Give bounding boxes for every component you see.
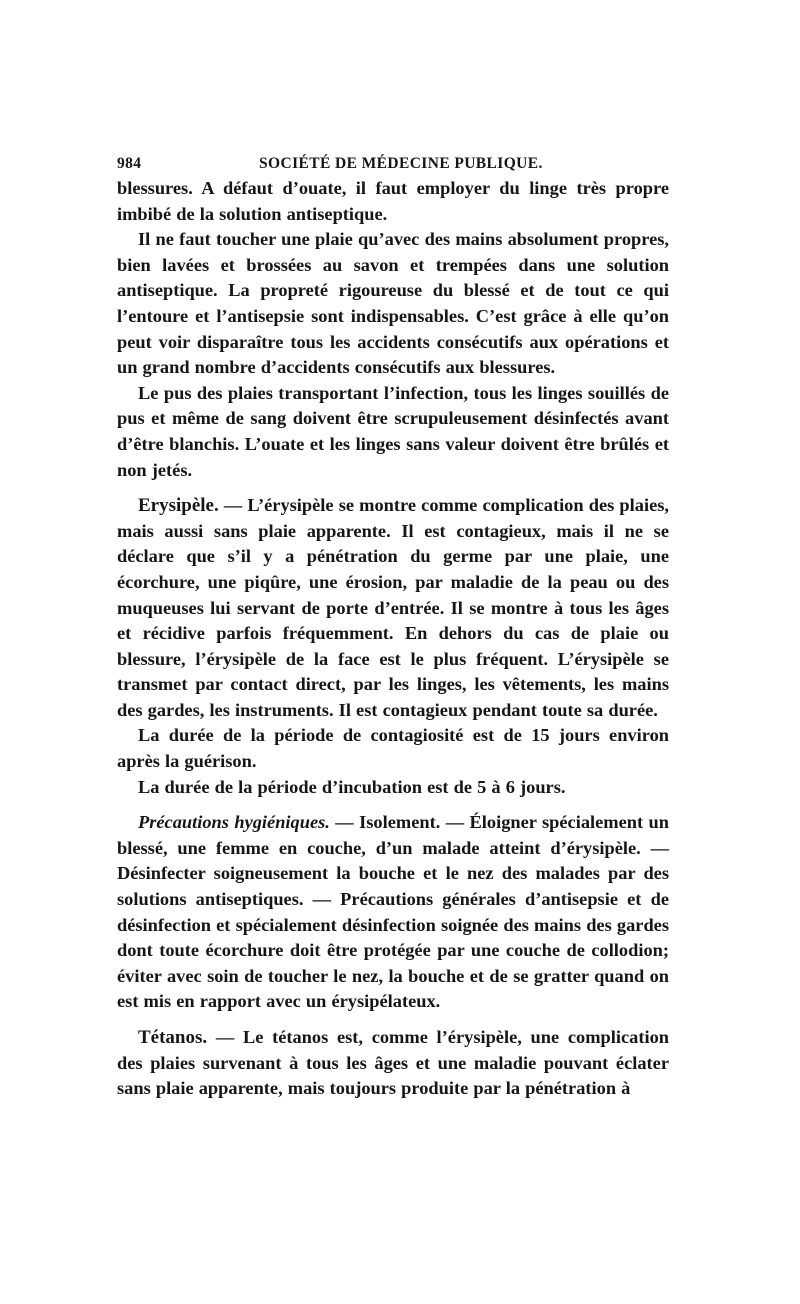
section-erysipele — [117, 493, 669, 723]
section-text-precautions: — Isolement. — Éloigner spécialement un blessé, une femme en couche, d’un malade atteint d’érysipèle. — Désinfecter soigneusement la bouche et le nez des malades par des solutions antiseptiques. — Précautions générales d’antisepsie et de désinfection et spécialement désinfection soignée des mains des gardes dont toute écorchure doit être protégée par une couche de collodion; éviter avec soin de toucher le nez, la bouche et de se gratter quand on est mis en rapport avec un érysipélateux. — [117, 812, 669, 1012]
section-tetanos — [117, 1025, 669, 1102]
paragraph-contagiosity: La durée de la période de contagiosité est de 15 jours environ après la guérison. — [117, 725, 669, 772]
section-heading-precautions: Précautions hygiéniques. — [138, 812, 330, 833]
section-heading-erysipele: Erysipèle. — [138, 495, 219, 517]
book-page — [117, 152, 669, 1102]
running-head — [117, 152, 669, 176]
section-precautions — [117, 810, 669, 1015]
paragraph-hands-cleanliness: Il ne faut toucher une plaie qu’avec des mains absolument propres, bien lavées et brossées au savon et trempées dans une solution antiseptique. La propreté rigoureuse du blessé et de tout ce qui l’entoure et l’antisepsie sont indispensables. C’est grâce à elle qu’on peut voir disparaître tous les accidents consécutifs aux opérations et un grand nombre d’accidents consécutifs aux blessures. — [117, 229, 669, 378]
paragraph-continuation: blessures. A défaut d’ouate, il faut employer du linge très propre imbibé de la solution antiseptique. — [117, 178, 669, 224]
running-title: SOCIÉTÉ DE MÉDECINE PUBLIQUE. — [259, 155, 543, 172]
section-text-erysipele: — L’érysipèle se montre comme complication des plaies, mais aussi sans plaie apparente. Il est contagieux, mais il ne se déclare que s’il y a pénétration du germe par une plaie, une écorchure, une piqûre, une érosion, par maladie de la peau ou des muqueuses lui servant de porte d’entrée. Il se montre à tous les âges et récidive parfois fréquemment. En dehors du cas de plaie ou blessure, l’érysipèle de la face est le plus fréquent. L’érysipèle se transmet par contact direct, par les linges, les vêtements, les mains des gardes, les instruments. Il est contagieux pendant toute sa durée. — [117, 495, 669, 720]
section-text-tetanos: — Le tétanos est, comme l’érysipèle, une complication des plaies survenant à tous les âges et une maladie pouvant éclater sans plaie apparente, mais toujours produite par la pénétration à — [117, 1027, 669, 1099]
paragraph-pus-linens: Le pus des plaies transportant l’infection, tous les linges souillés de pus et même de sang doivent être scrupuleusement désinfectés avant d’être blanchis. L’ouate et les linges sans valeur doivent être brûlés et non jetés. — [117, 382, 669, 480]
paragraph-incubation: La durée de la période d’incubation est de 5 à 6 jours. — [138, 776, 566, 797]
section-heading-tetanos: Tétanos. — [138, 1027, 208, 1048]
page-number: 984 — [117, 155, 142, 172]
page-body — [117, 176, 669, 1102]
